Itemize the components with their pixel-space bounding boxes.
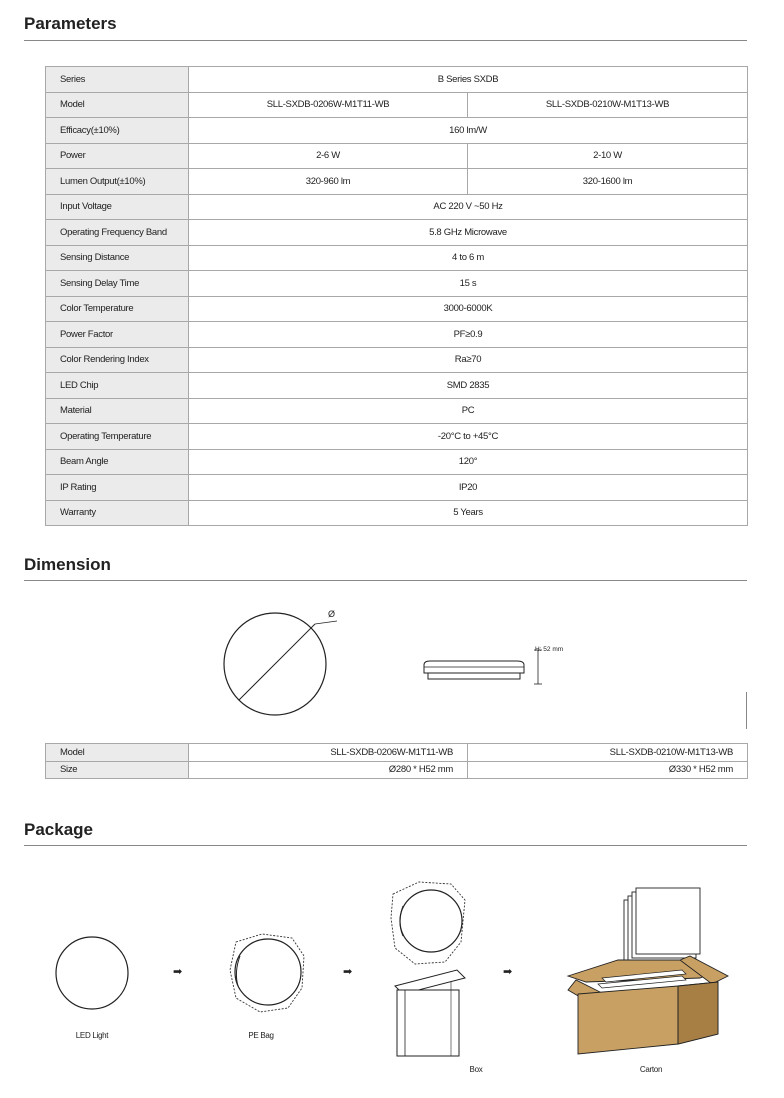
row-label: Warranty — [46, 500, 189, 526]
row-label: Color Temperature — [46, 296, 189, 322]
diameter-symbol: Ø — [328, 609, 336, 619]
pe-bag-icon — [222, 928, 312, 1018]
arrow-icon: ➡ — [343, 966, 353, 978]
row-label: Beam Angle — [46, 449, 189, 475]
row-label: LED Chip — [46, 373, 189, 399]
row-label: Model — [46, 92, 189, 118]
table-row — [46, 220, 748, 246]
row-value: PC — [189, 398, 748, 424]
table-row — [46, 347, 748, 373]
parameters-table — [45, 66, 748, 526]
dimension-title: Dimension — [24, 555, 111, 574]
table-row — [46, 169, 748, 195]
row-label: Sensing Distance — [46, 245, 189, 271]
table-row — [46, 322, 748, 348]
row-label: Size — [46, 761, 189, 779]
package-rule — [24, 845, 747, 846]
top-view-diagram — [215, 604, 345, 719]
table-row — [46, 398, 748, 424]
row-label: Efficacy(±10%) — [46, 118, 189, 144]
row-label: Material — [46, 398, 189, 424]
parameters-title: Parameters — [24, 14, 117, 33]
arrow-icon: ➡ — [173, 966, 183, 978]
row-value: Ø280 * H52 mm — [189, 761, 468, 779]
row-value: Ø330 * H52 mm — [468, 761, 748, 779]
row-label: Input Voltage — [46, 194, 189, 220]
table-row — [46, 424, 748, 450]
table-row — [46, 296, 748, 322]
row-label: Operating Temperature — [46, 424, 189, 450]
table-row — [46, 761, 748, 779]
table-row — [46, 118, 748, 144]
package-step-pe-bag: PE Bag — [248, 1031, 274, 1040]
table-row — [46, 500, 748, 526]
side-view-diagram — [420, 642, 575, 690]
row-value: SLL-SXDB-0206W-M1T11-WB — [189, 92, 468, 118]
arrow-icon: ➡ — [503, 966, 513, 978]
row-label: IP Rating — [46, 475, 189, 501]
row-value: SMD 2835 — [189, 373, 748, 399]
table-row — [46, 271, 748, 297]
led-light-icon — [50, 932, 140, 1022]
row-value: B Series SXDB — [189, 67, 748, 93]
row-label: Power — [46, 143, 189, 169]
row-value: AC 220 V ~50 Hz — [189, 194, 748, 220]
row-label: Lumen Output(±10%) — [46, 169, 189, 195]
row-label: Model — [46, 744, 189, 762]
row-value: 3000-6000K — [189, 296, 748, 322]
row-value: SLL-SXDB-0210W-M1T13-WB — [468, 92, 748, 118]
row-value: SLL-SXDB-0210W-M1T13-WB — [468, 744, 748, 762]
parameters-rule — [24, 40, 747, 41]
row-value: 320-960 lm — [189, 169, 468, 195]
row-value: SLL-SXDB-0206W-M1T11-WB — [189, 744, 468, 762]
row-value: 5.8 GHz Microwave — [189, 220, 748, 246]
table-row — [46, 449, 748, 475]
row-label: Power Factor — [46, 322, 189, 348]
table-row — [46, 67, 748, 93]
table-row — [46, 475, 748, 501]
package-step-led-light: LED Light — [75, 1031, 109, 1040]
row-value: 15 s — [189, 271, 748, 297]
row-value: 2-10 W — [468, 143, 748, 169]
row-value: IP20 — [189, 475, 748, 501]
row-value: Ra≥70 — [189, 347, 748, 373]
row-value: -20°C to +45°C — [189, 424, 748, 450]
dimension-rule — [24, 580, 747, 581]
row-value: 160 lm/W — [189, 118, 748, 144]
margin-mark — [746, 692, 747, 729]
table-row — [46, 92, 748, 118]
row-value: 2-6 W — [189, 143, 468, 169]
package-step-box: Box — [469, 1065, 483, 1074]
table-row — [46, 744, 748, 762]
row-value: 4 to 6 m — [189, 245, 748, 271]
height-label: H: 52 mm — [535, 646, 564, 653]
dimension-table — [45, 743, 748, 779]
row-label: Color Rendering Index — [46, 347, 189, 373]
row-value: 5 Years — [189, 500, 748, 526]
row-label: Operating Frequency Band — [46, 220, 189, 246]
box-icon — [385, 878, 475, 1063]
row-label: Sensing Delay Time — [46, 271, 189, 297]
package-title: Package — [24, 820, 93, 839]
row-value: 120° — [189, 449, 748, 475]
table-row — [46, 373, 748, 399]
table-row — [46, 194, 748, 220]
carton-icon — [562, 884, 732, 1059]
package-step-carton: Carton — [639, 1065, 663, 1074]
row-label: Series — [46, 67, 189, 93]
table-row — [46, 245, 748, 271]
row-value: 320-1600 lm — [468, 169, 748, 195]
table-row — [46, 143, 748, 169]
row-value: PF≥0.9 — [189, 322, 748, 348]
